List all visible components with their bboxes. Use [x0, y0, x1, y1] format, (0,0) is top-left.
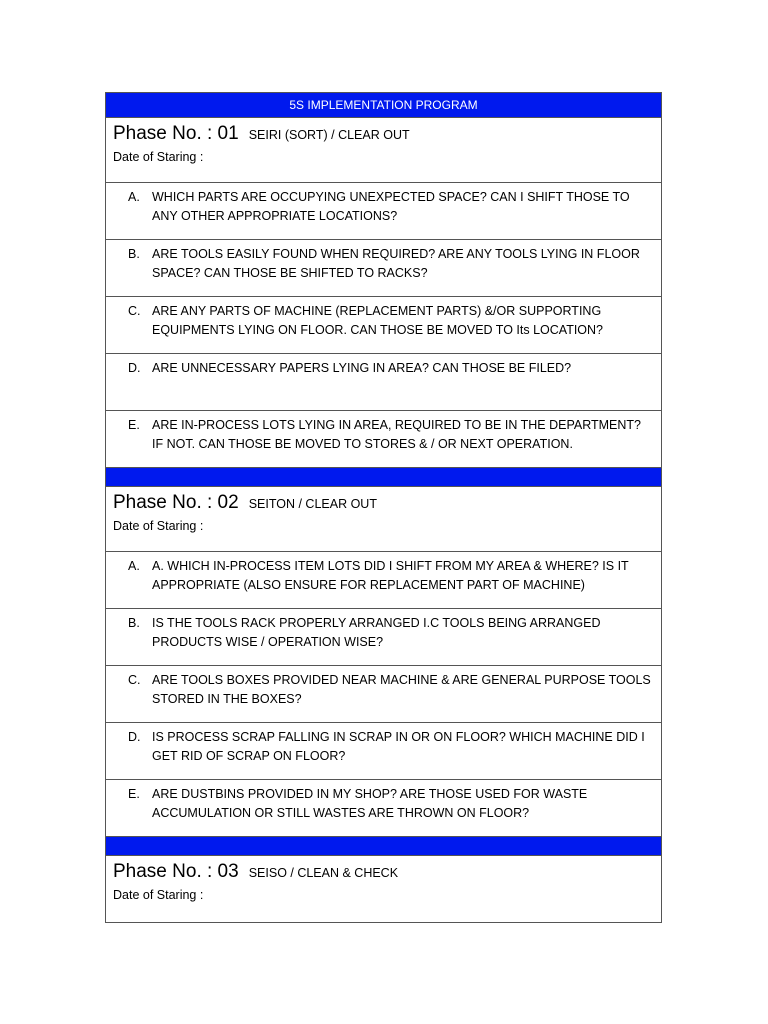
checklist-item	[106, 411, 661, 468]
item-text: ARE TOOLS BOXES PROVIDED NEAR MACHINE & ARE GENERAL PURPOSE TOOLS STORED IN THE BOXES?	[152, 673, 651, 706]
checklist-item	[106, 666, 661, 723]
phase-name: SEITON / CLEAR OUT	[248, 497, 377, 511]
item-letter: D.	[128, 730, 141, 744]
section-divider-bar	[106, 837, 661, 856]
phase-number: Phase No. : 01	[113, 123, 239, 144]
date-of-starting-label: Date of Staring :	[113, 150, 204, 164]
program-sheet	[105, 92, 662, 923]
phase-header-03	[106, 856, 661, 922]
item-letter: B.	[128, 247, 140, 261]
item-letter: D.	[128, 361, 141, 375]
item-text: ARE TOOLS EASILY FOUND WHEN REQUIRED? ARE ANY TOOLS LYING IN FLOOR SPACE? CAN THOSE BE SHIFTED TO RACKS?	[152, 247, 640, 280]
item-letter: B.	[128, 616, 140, 630]
item-letter: E.	[128, 787, 140, 801]
item-letter: E.	[128, 418, 140, 432]
checklist-item	[106, 552, 661, 609]
item-text: ARE DUSTBINS PROVIDED IN MY SHOP? ARE THOSE USED FOR WASTE ACCUMULATION OR STILL WASTES ARE THROWN ON FLOOR?	[152, 787, 588, 820]
item-text: ARE UNNECESSARY PAPERS LYING IN AREA? CAN THOSE BE FILED?	[152, 361, 572, 375]
checklist-item	[106, 609, 661, 666]
phase-header-01	[106, 118, 661, 183]
date-of-starting-label: Date of Staring :	[113, 888, 204, 902]
item-letter: C.	[128, 673, 141, 687]
checklist-item	[106, 354, 661, 411]
item-letter: C.	[128, 304, 141, 318]
item-text: ARE IN-PROCESS LOTS LYING IN AREA, REQUIRED TO BE IN THE DEPARTMENT? IF NOT. CAN THOSE BE MOVED TO STORES & / OR NEXT OPERATION.	[152, 418, 641, 451]
date-of-starting-label: Date of Staring :	[113, 519, 204, 533]
item-text: A. WHICH IN-PROCESS ITEM LOTS DID I SHIFT FROM MY AREA & WHERE? IS IT APPROPRIATE (ALSO ENSURE FOR REPLACEMENT PART OF MACHINE)	[152, 559, 629, 592]
phase-number: Phase No. : 02	[113, 492, 239, 513]
phase-name: SEISO / CLEAN & CHECK	[248, 866, 399, 880]
item-letter: A.	[128, 190, 140, 204]
item-text: IS PROCESS SCRAP FALLING IN SCRAP IN OR ON FLOOR? WHICH MACHINE DID I GET RID OF SCRAP ON FLOOR?	[152, 730, 645, 763]
item-letter: A.	[128, 559, 140, 573]
checklist-item	[106, 780, 661, 837]
checklist-item	[106, 183, 661, 240]
checklist-item	[106, 240, 661, 297]
phase-number: Phase No. : 03	[113, 861, 239, 882]
item-text: IS THE TOOLS RACK PROPERLY ARRANGED I.C TOOLS BEING ARRANGED PRODUCTS WISE / OPERATION WISE?	[152, 616, 601, 649]
program-title: 5S IMPLEMENTATION PROGRAM	[106, 93, 661, 118]
item-text: ARE ANY PARTS OF MACHINE (REPLACEMENT PARTS) &/OR SUPPORTING EQUIPMENTS LYING ON FLOOR. CAN THOSE BE MOVED TO Its LOCATION?	[152, 304, 604, 337]
item-text: WHICH PARTS ARE OCCUPYING UNEXPECTED SPACE? CAN I SHIFT THOSE TO ANY OTHER APPROPRIATE LOCATIONS?	[152, 190, 630, 223]
checklist-item	[106, 297, 661, 354]
phase-name: SEIRI (SORT) / CLEAR OUT	[248, 128, 410, 142]
checklist-item	[106, 723, 661, 780]
phase-header-02	[106, 487, 661, 552]
section-divider-bar	[106, 468, 661, 487]
